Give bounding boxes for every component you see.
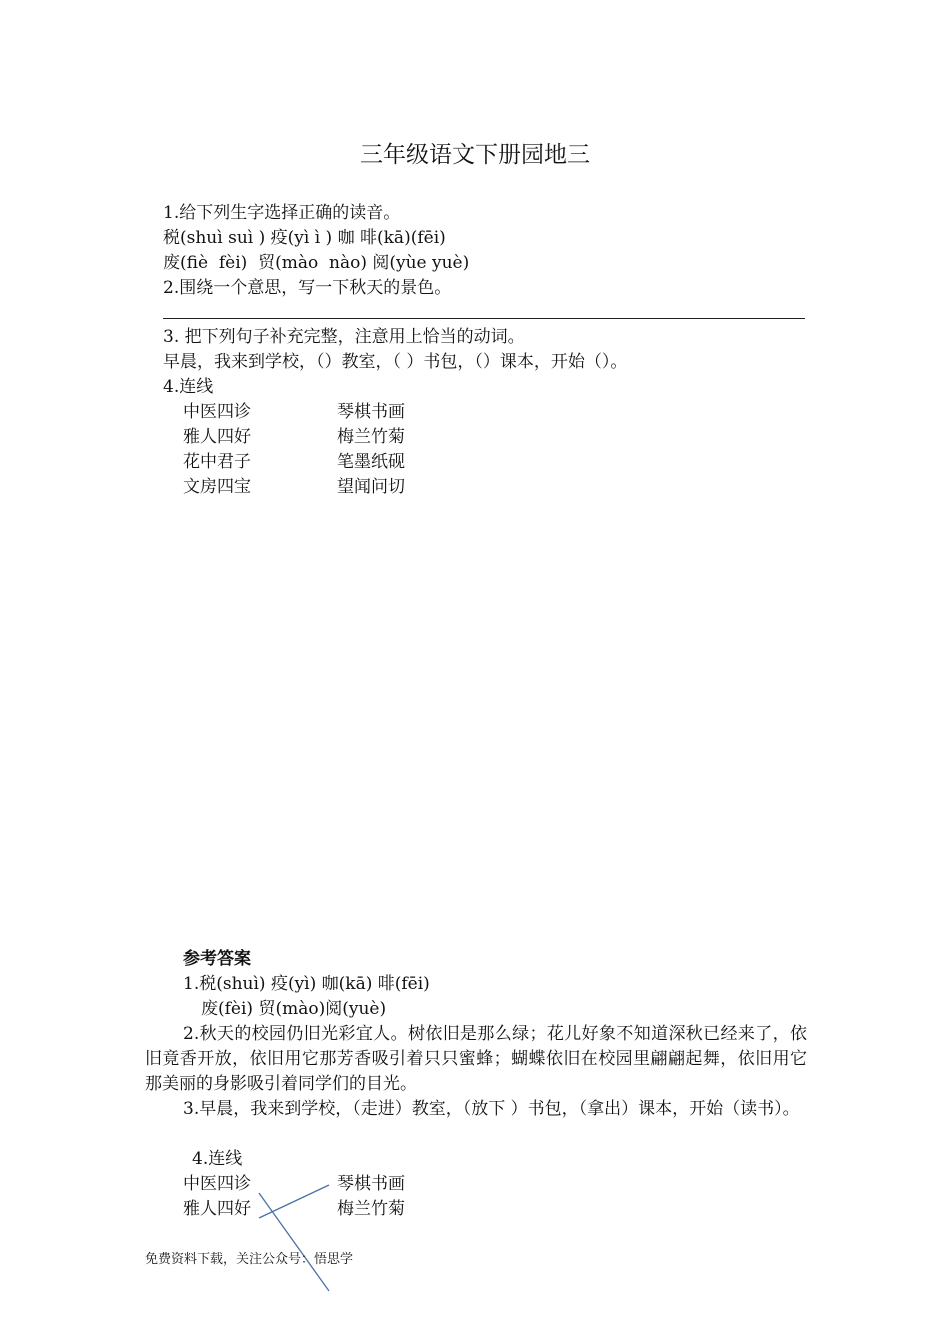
q4-left-item: 雅人四好 [183,427,251,447]
answer-4-heading: 4.连线 [192,1149,243,1169]
answer-4-right-item: 梅兰竹菊 [337,1199,405,1219]
q4-right-item: 笔墨纸砚 [337,452,405,472]
q4-left-item: 文房四宝 [183,477,251,497]
q3-heading: 3. 把下列句子补充完整，注意用上恰当的动词。 [163,327,525,347]
q3-sentence: 早晨，我来到学校，（）教室，（ ）书包，（）课本，开始（）。 [163,352,628,372]
q1-line2: 废(fiè fèi) 贸(mào nào) 阅(yùe yuè) [163,253,470,273]
q4-left-item: 中医四诊 [183,402,251,422]
q4-right-item: 望闻问切 [337,477,405,497]
q4-right-item: 琴棋书画 [337,402,405,422]
q2-heading: 2.围绕一个意思，写一下秋天的景色。 [163,278,452,298]
answer-1-line2: 废(fèi) 贸(mào)阅(yuè) [201,999,387,1019]
q4-heading: 4.连线 [163,377,214,397]
match-line [259,1193,329,1291]
answer-1-line1: 1.税(shuì) 疫(yì) 咖(kā) 啡(fēi) [183,974,430,994]
answer-2: 2.秋天的校园仍旧光彩宜人。树依旧是那么绿；花儿好象不知道深秋已经来了，依旧竟香开放，依旧用它那芳香吸引着只只蜜蜂；蝴蝶依旧在校园里翩翩起舞，依旧用它那美丽的身影吸引着同学们的目光。 [145,1024,807,1094]
q1-line1: 税(shuì suì ) 疫(yì ì ) 咖 啡(kā)(fēi) [163,228,446,248]
page-title: 三年级语文下册园地三 [360,142,590,168]
footer-note: 免费资料下载，关注公众号：悟思学 [145,1252,354,1267]
answer-4-left-item: 中医四诊 [183,1174,251,1194]
q1-heading: 1.给下列生字选择正确的读音。 [163,203,401,223]
q4-right-item: 梅兰竹菊 [337,427,405,447]
answer-4-left-item: 雅人四好 [183,1199,251,1219]
answer-4-right-item: 琴棋书画 [337,1174,405,1194]
answer-3: 3.早晨，我来到学校，（走进）教室，（放下 ）书包，（拿出）课本，开始（读书）。 [183,1099,800,1119]
q4-left-item: 花中君子 [183,452,251,472]
match-line [259,1185,329,1218]
answers-heading: 参考答案 [183,949,251,969]
